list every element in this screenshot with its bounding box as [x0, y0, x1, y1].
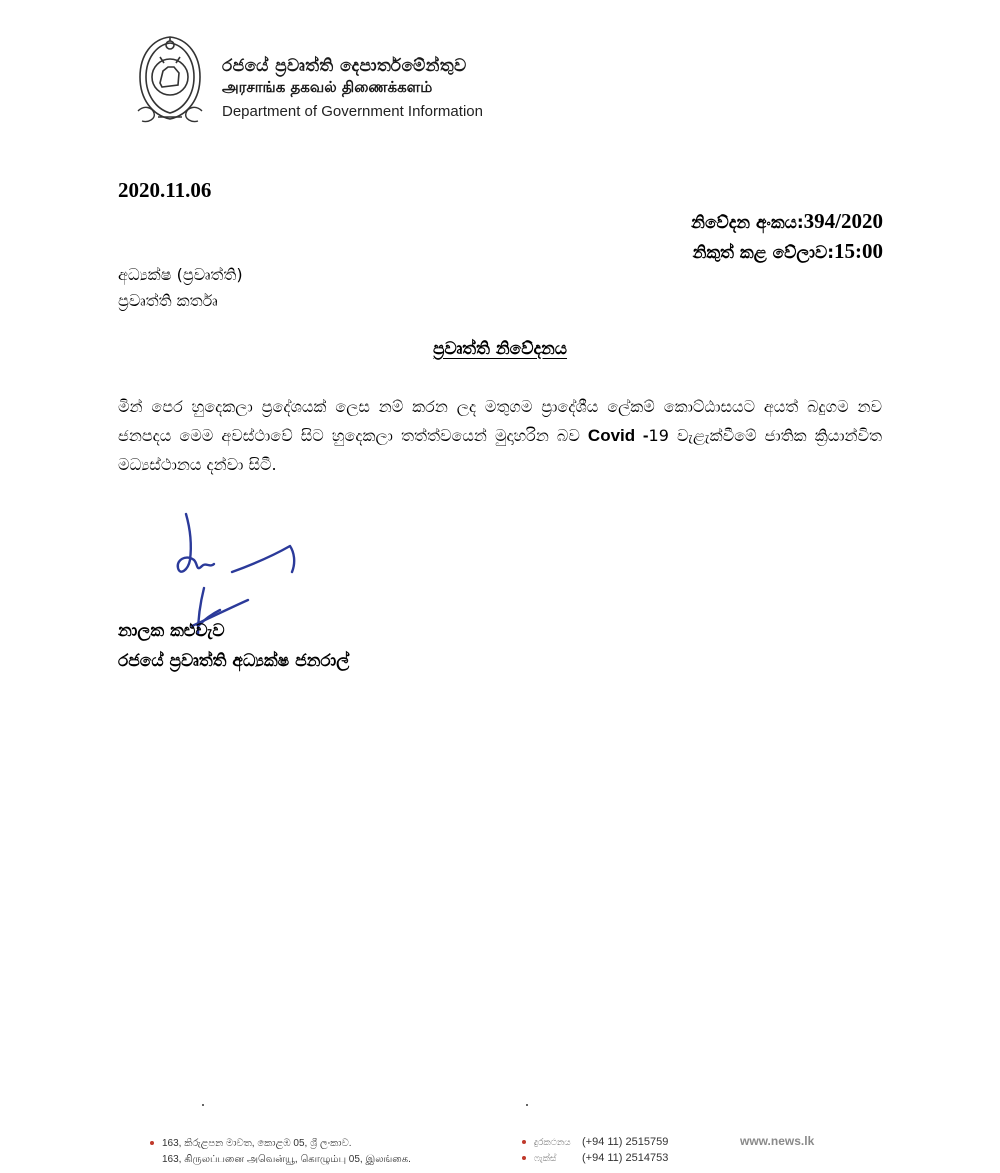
signatory-block	[118, 616, 349, 676]
body-text-part2: 19 වැළැක්වීමේ ජාතික ක්‍රියාන්විත මධ්‍යස්ථානය දන්වා සිටී.	[118, 426, 883, 474]
department-name-sinhala: රජයේ ප්‍රවෘත්ති දෙපාර්තමේන්තුව	[222, 56, 467, 76]
addressee-news-editor: ප්‍රවෘත්ති කර්තෘ	[118, 291, 218, 310]
reference-block	[691, 207, 883, 267]
signatory-title: රජයේ ප්‍රවෘත්ති අධ්‍යක්ෂ ජනරාල්	[118, 651, 350, 671]
bullet-icon	[522, 1140, 526, 1144]
footer-mark	[526, 1104, 528, 1106]
addressee-list	[118, 262, 243, 314]
release-number-value: 394/2020	[803, 209, 883, 233]
footer-fax-line	[522, 1150, 668, 1166]
footer-address	[150, 1136, 411, 1168]
release-time-value: 15:00	[834, 239, 883, 263]
release-time-label: නිකුත් කළ වේලාව:	[692, 243, 834, 263]
footer	[150, 1128, 850, 1173]
footer-address-sinhala-line	[150, 1136, 411, 1152]
footer-tel: (+94 11) 2515759	[582, 1136, 669, 1148]
bullet-icon	[150, 1141, 154, 1145]
footer-contact	[522, 1134, 668, 1166]
body-text-part1: මින් පෙර හුදෙකලා ප්‍රදේශයක් ලෙස නම් කරන ලද මතුගම ප්‍රාදේශීය ලේකම් කොට්ඨාසයට අයත් බදුගම නව ජනපදය මෙම අවස්ථාවේ සිට හුදෙකලා තත්ත්වයෙන් මුදාහරින බව	[118, 397, 882, 445]
footer-website[interactable]: www.news.lk	[740, 1134, 815, 1148]
department-name-english: Department of Government Information	[222, 103, 483, 120]
national-emblem-icon	[130, 33, 210, 125]
release-date: 2020.11.06	[118, 178, 212, 202]
department-name-tamil: அரசாங்க தகவல் திணைக்களம்	[222, 78, 433, 96]
footer-tel-label: දුරකථනය	[534, 1137, 571, 1147]
letterhead	[222, 58, 522, 124]
footer-address-tamil: 163, கிருலப்பனை அவென்யூ, கொழும்பு 05, இலங்கை.	[162, 1154, 411, 1165]
document-heading: ප්‍රවෘත්ති නිවේදනය	[432, 339, 568, 359]
footer-address-tamil-line	[150, 1152, 411, 1168]
release-time	[691, 237, 883, 267]
footer-tel-line	[522, 1134, 668, 1150]
footer-fax-label: ෆැක්ස්	[534, 1153, 557, 1163]
footer-mark	[202, 1104, 204, 1106]
release-number	[691, 207, 883, 237]
signatory-name: නාලක කළුවැව	[118, 621, 225, 641]
addressee-director-news: අධ්‍යක්ෂ (ප්‍රවෘත්ති)	[118, 265, 243, 284]
footer-fax: (+94 11) 2514753	[582, 1152, 669, 1164]
body-paragraph	[118, 392, 882, 479]
body-covid-label: Covid -	[587, 426, 649, 445]
bullet-icon	[522, 1156, 526, 1160]
footer-address-sinhala: 163, කිරුළපන මාවත, කොළඹ 05, ශ්‍රී ලංකාව.	[162, 1138, 352, 1149]
release-number-label: නිවේදන අංකය:	[691, 213, 804, 233]
